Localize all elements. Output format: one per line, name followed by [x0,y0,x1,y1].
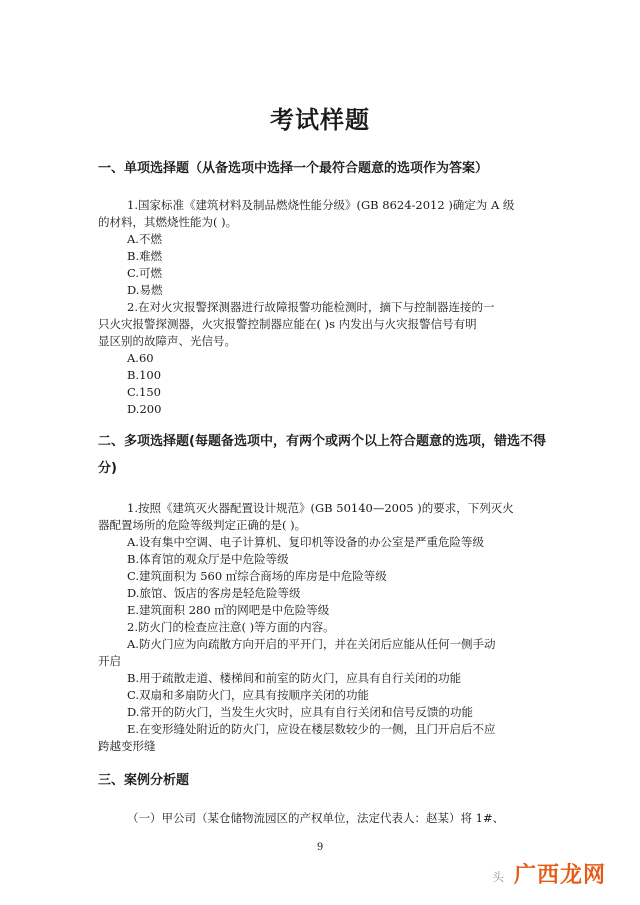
answer-option: A.60 [127,351,154,365]
section-heading-multiple-choice: 二、多项选择题(每题备选项中，有两个或两个以上符合题意的选项，错选不得分) [98,434,546,476]
answer-option-continued: 跨越变形缝 [98,739,156,753]
answer-option: B.体育馆的观众厅是中危险等级 [127,552,289,566]
answer-option: A.防火门应为向疏散方向开启的平开门，并在关闭后应能从任何一侧手动 [127,637,496,651]
answer-option-continued: 开启 [98,654,121,668]
question-stem-continued: 器配置场所的危险等级判定正确的是( )。 [98,518,307,532]
answer-option: E.在变形缝处附近的防火门，应设在楼层数较少的一侧，且门开启后不应 [127,722,496,736]
question-stem: 1.按照《建筑灭火器配置设计规范》(GB 50140—2005 )的要求，下列灭火 [127,501,514,515]
question-stem: 2.防火门的检查应注意( )等方面的内容。 [127,620,335,634]
answer-option: D.易燃 [127,283,163,297]
answer-option: B.用于疏散走道、楼梯间和前室的防火门，应具有自行关闭的功能 [127,671,462,685]
section-heading-case-analysis: 三、案例分析题 [98,773,190,788]
page-title: 考试样题 [270,106,370,134]
answer-option: B.难燃 [127,249,163,263]
answer-option: C.可燃 [127,266,163,280]
answer-option: E.建筑面积 280 ㎡的网吧是中危险等级 [127,603,330,617]
answer-option: D.旅馆、饭店的客房是轻危险等级 [127,586,301,600]
watermark-small-text: 头 [492,870,505,884]
answer-option: A.不燃 [127,232,162,246]
watermark-logo: 广西龙网 [514,863,607,888]
answer-option: A.设有集中空调、电子计算机、复印机等设备的办公室是严重危险等级 [127,535,484,549]
answer-option: D.常开的防火门，当发生火灾时，应具有自行关闭和信号反馈的功能 [127,705,473,719]
question-stem: 1.国家标准《建筑材料及制品燃烧性能分级》(GB 8624-2012 )确定为 A 级 [127,198,515,212]
question-stem-continued: 的材料，其燃烧性能为( )。 [98,215,238,229]
answer-option: C.建筑面积为 560 ㎡综合商场的库房是中危险等级 [127,569,387,583]
answer-option: D.200 [127,402,162,416]
answer-option: B.100 [127,368,162,382]
question-stem-continued: 显区别的故障声、光信号。 [98,334,236,348]
answer-option: C.150 [127,385,161,399]
page-number: 9 [316,842,324,853]
question-stem-continued: 只火灾报警探测器，火灾报警控制器应能在( )s 内发出与火灾报警信号有明 [98,317,477,331]
answer-option: C.双扇和多扇防火门，应具有按顺序关闭的功能 [127,688,370,702]
question-stem: 2.在对火灾报警探测器进行故障报警功能检测时，摘下与控制器连接的一 [127,300,495,314]
case-text: （一）甲公司（某仓储物流园区的产权单位，法定代表人：赵某）将 1#、 [127,811,505,825]
section-heading-single-choice: 一、单项选择题（从备选项中选择一个最符合题意的选项作为答案） [98,161,489,176]
